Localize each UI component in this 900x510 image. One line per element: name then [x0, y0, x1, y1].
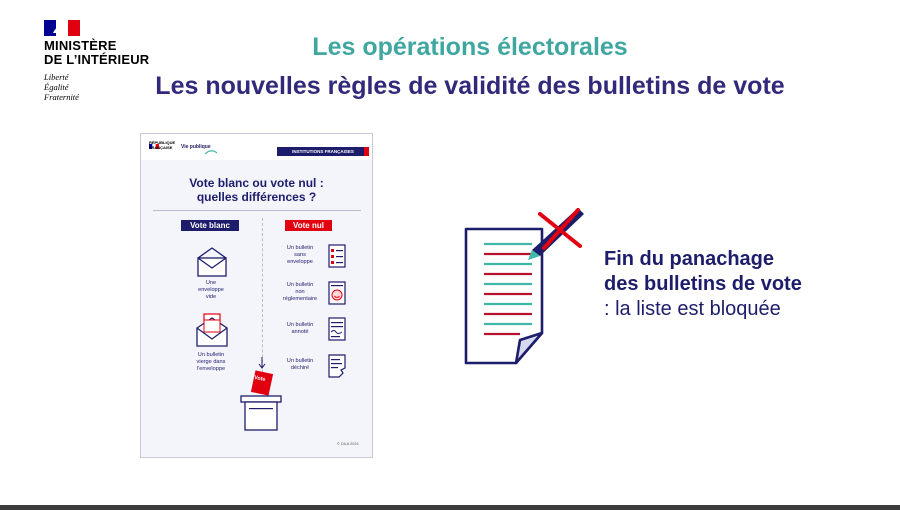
poster-band: INSTITUTIONS FRANÇAISES [277, 147, 369, 156]
label-line: l'enveloppe [196, 366, 226, 372]
label-line: Un bulletin [286, 282, 314, 288]
blanc-item-blank-ballot [183, 352, 239, 373]
label-line: Une [205, 280, 217, 286]
label-line: non [295, 289, 305, 295]
poster-title-line2: quelles différences ? [196, 190, 317, 204]
slide-title: Les opérations électorales [312, 33, 628, 61]
nul-item-non-regulatory [277, 282, 323, 303]
poster-band-accent [364, 147, 369, 156]
feature-rest-text: : la liste est bloquée [604, 298, 781, 320]
ballot-list-icon [328, 244, 346, 273]
tag-vote-nul: Vote nul [285, 220, 332, 231]
nul-item-no-envelope [277, 245, 323, 266]
poster-title [141, 176, 372, 204]
empty-envelope-icon [196, 246, 228, 283]
label-line: sans [294, 252, 306, 258]
motto-fraternite: Fraternité [44, 92, 79, 102]
ministry-name-line1: MINISTÈRE [44, 38, 117, 53]
label-line: Un bulletin [197, 352, 225, 358]
torn-ballot-icon [328, 354, 348, 383]
annotated-ballot-icon [328, 317, 346, 346]
poster-copyright: © DILA 2024 [337, 442, 359, 446]
open-envelope-icon [195, 312, 229, 353]
poster-title-line1: Vote blanc ou vote nul : [189, 176, 324, 190]
label-line: Un bulletin [286, 358, 314, 364]
label-line: enveloppe [287, 259, 313, 265]
crossed-ballot-list-icon [460, 200, 595, 375]
feature-bold-text: Fin du panachage des bulletins de vote [604, 248, 802, 295]
poster-rf-line2: FRANÇAISE [149, 144, 173, 150]
label-line: déchiré [290, 365, 310, 371]
label-line: enveloppe [198, 287, 224, 293]
label-line: vide [205, 294, 217, 300]
blanc-item-empty-envelope [186, 280, 236, 301]
nul-item-annotated [277, 322, 323, 336]
motto-liberte: Liberté [44, 72, 69, 82]
feature-description [604, 247, 804, 322]
poster-rf-label [149, 141, 175, 150]
poster-brand-mark-icon [204, 142, 218, 160]
label-line: réglementaire [282, 296, 318, 302]
label-line: Un bulletin [286, 322, 314, 328]
motto-egalite: Égalité [44, 82, 69, 92]
label-line: vierge dans [196, 359, 226, 365]
poster-divider [153, 210, 361, 211]
label-line: Un bulletin [286, 245, 314, 251]
vote-blanc-nul-poster [140, 133, 373, 458]
poster-brand: Vie publique [181, 144, 211, 150]
poster-rf-line1: RÉPUBLIQUE [149, 140, 176, 145]
smiley-ballot-icon [328, 281, 346, 310]
ballot-label: Vote [253, 374, 267, 384]
slide-subtitle: Les nouvelles règles de validité des bulletins de vote [155, 72, 785, 100]
label-line: annoté [291, 329, 309, 335]
bottom-bar [0, 505, 900, 510]
ministry-name-line2: DE L’INTÉRIEUR [44, 52, 150, 67]
tag-vote-blanc: Vote blanc [181, 220, 239, 231]
